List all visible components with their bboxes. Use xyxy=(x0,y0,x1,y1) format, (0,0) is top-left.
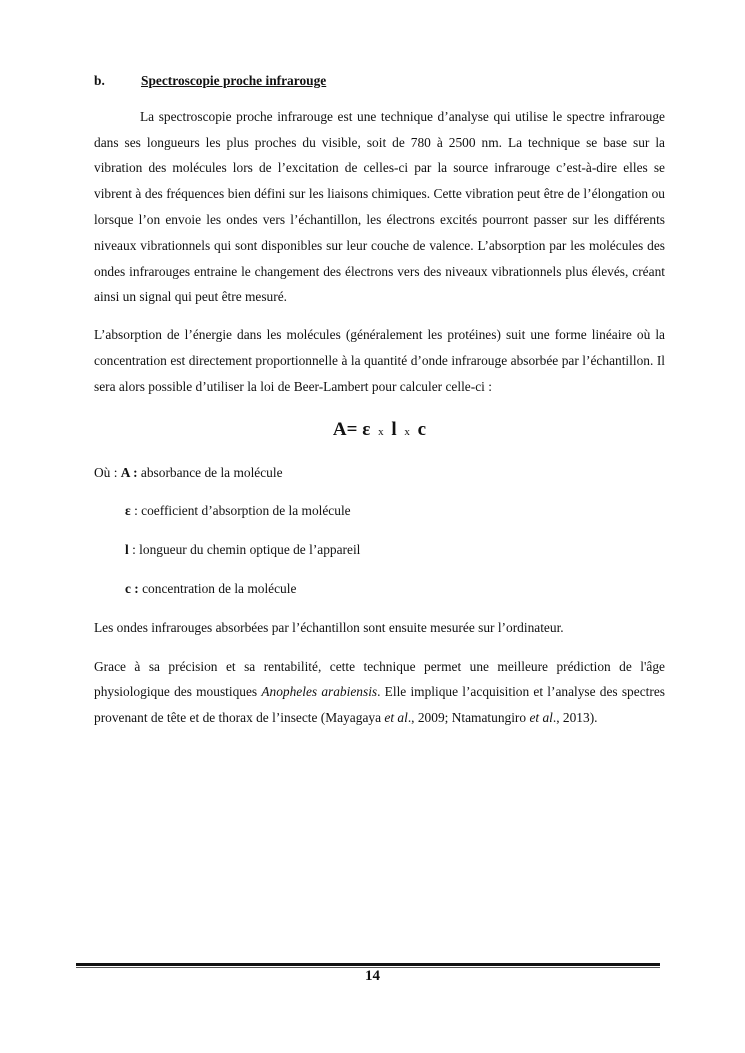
definition-symbol: l xyxy=(125,542,129,558)
paragraph-beer-lambert: L’absorption de l’énergie dans les molécules (généralement les protéines) suit une forme linéaire où la concentration est directement proportionnelle à la quantité d’onde infrarouge absorbée par l’échantillon. Il sera alors possible d’utiliser la loi de Beer-Lambert pour calculer celle-ci : xyxy=(94,327,665,394)
definition-text: concentration de la molécule xyxy=(138,580,297,596)
definition-symbol: ε xyxy=(125,503,131,519)
definition-text: : longueur du chemin optique de l’appareil xyxy=(128,542,361,558)
paragraph-intro: La spectroscopie proche infrarouge est une technique d’analyse qui utilise le spectre infrarouge dans ses longueurs les plus proches du visible, soit de 780 à 2500 nm. La technique se base sur la vibration des molécules lors de l’excitation de celles-ci par la source infrarouge c’est-à-dire elles se vibrent à des fréquences bien défini sur les liaisons chimiques. Cette vibration peut être de l’élongation ou lorsque l’on envoie les ondes vers l’échantillon, les électrons excités pourront passer sur les différents niveaux vibrationnels qui sont disponibles sur leur couche de valence. L’absorption par les molécules des ondes infrarouges entraine le changement des électrons vers des niveaux vibrationnels plus élevés, créant ainsi un signal qui peut être mesuré. xyxy=(94,108,665,305)
definition-symbol: A : xyxy=(120,464,138,480)
text-segment: . Elle implique l’acquisition et l’analyse des spectres provenant de tête et de thorax de l’insecte (Mayagaya xyxy=(94,684,665,726)
definition-item-c xyxy=(94,576,665,602)
definition-symbol: c : xyxy=(125,580,139,596)
section-heading xyxy=(94,68,665,94)
formula-c: c xyxy=(417,418,427,440)
definition-item-epsilon xyxy=(94,498,665,524)
text-segment: ., 2013). xyxy=(552,710,598,726)
formula-a: A= xyxy=(332,418,358,440)
paragraph-precision xyxy=(94,654,665,731)
definition-item-a xyxy=(94,460,665,486)
definition-item-l xyxy=(94,537,665,563)
formula-times-1: x xyxy=(378,425,384,438)
section-letter: b. xyxy=(94,73,105,88)
species-name: Anopheles arabiensis xyxy=(261,684,378,700)
citation-etal: et al xyxy=(529,710,553,726)
document-body xyxy=(94,68,665,731)
definition-text: : coefficient d’absorption de la molécule xyxy=(130,503,351,519)
formula-l: l xyxy=(391,418,397,440)
citation-etal: et al xyxy=(384,710,408,726)
definition-intro: Où : xyxy=(94,464,121,480)
text-segment: ., 2009; Ntamatungiro xyxy=(407,710,530,726)
text-segment: Grace à sa précision et sa rentabilité, cette technique permet une meilleure prédiction de l'âge physiologique des moustiques xyxy=(94,658,665,700)
paragraph-measurement: Les ondes infrarouges absorbées par l’échantillon sont ensuite mesurée sur l’ordinateur. xyxy=(94,619,564,635)
page-number: 14 xyxy=(365,968,380,984)
beer-lambert-formula xyxy=(94,416,665,446)
section-title: Spectroscopie proche infrarouge xyxy=(141,73,327,88)
definition-text: absorbance de la molécule xyxy=(137,464,283,480)
formula-times-2: x xyxy=(404,425,410,438)
formula-epsilon: ε xyxy=(362,418,371,440)
